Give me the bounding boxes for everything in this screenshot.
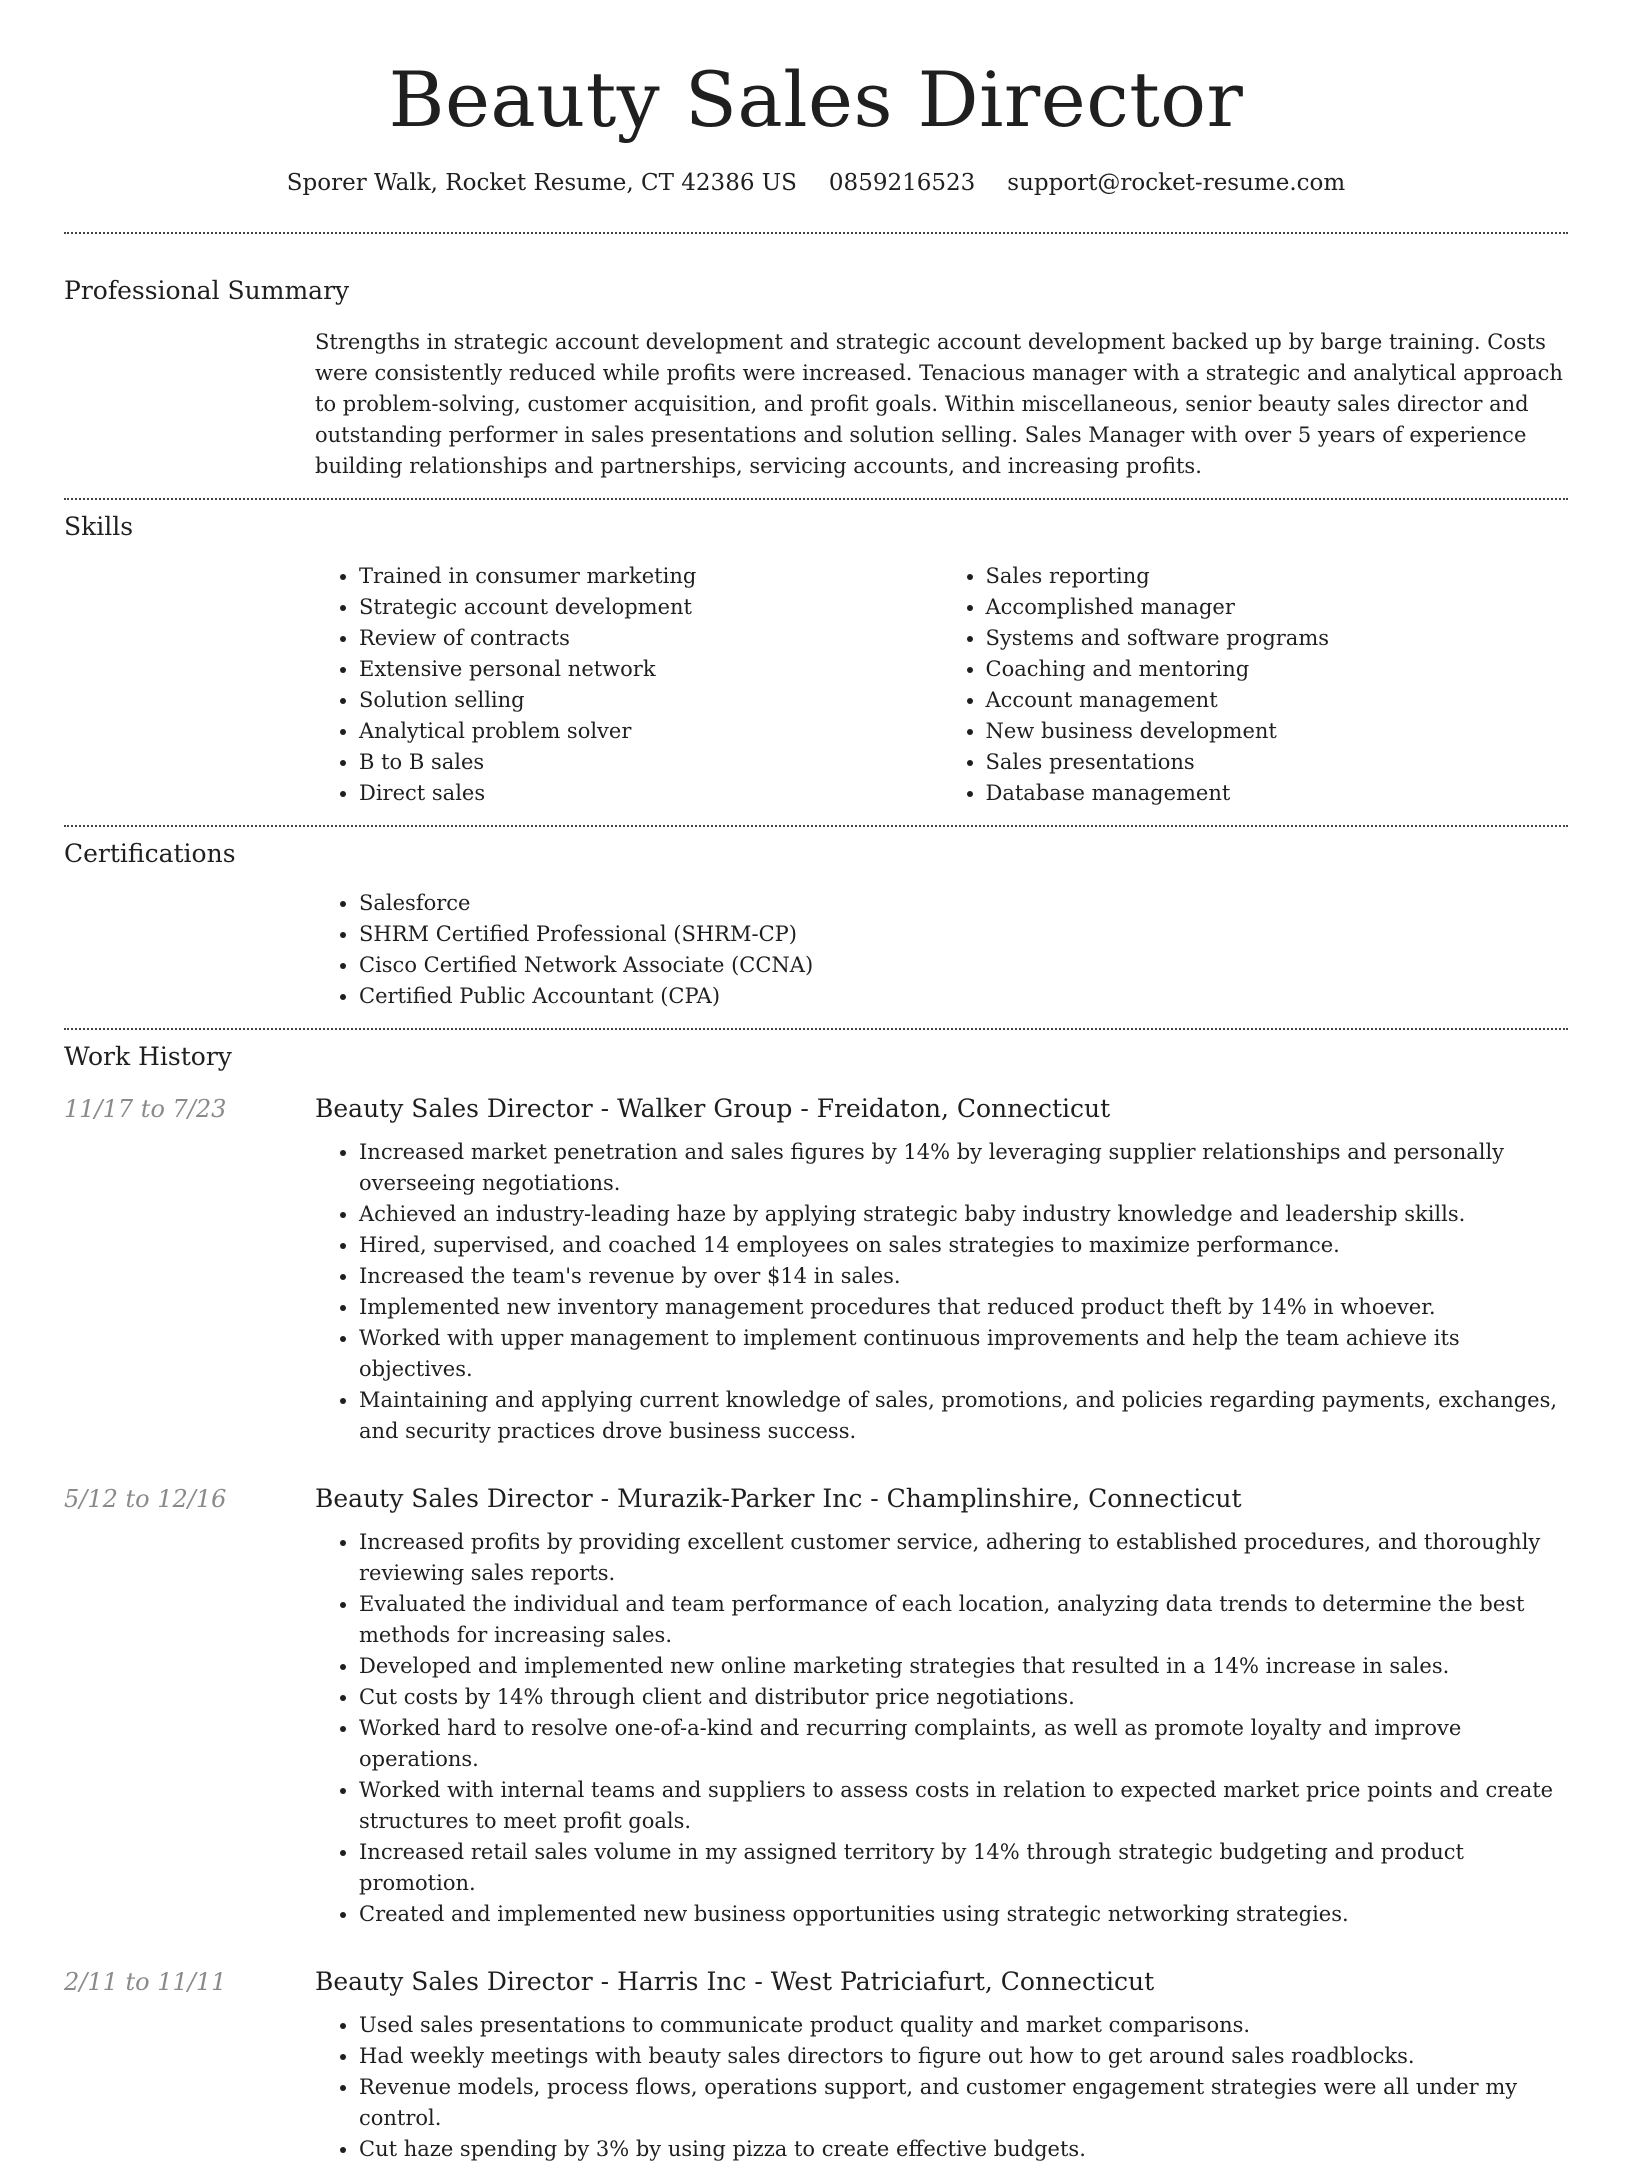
skill-item: • Account management bbox=[986, 685, 1569, 716]
certifications-list bbox=[315, 878, 1568, 1028]
section-certifications bbox=[64, 827, 1568, 1030]
job-bullet: • Maintaining and applying current knowledge of sales, promotions, and policies regarding payments, exchanges, and security practices drove business success. bbox=[359, 1385, 1568, 1447]
job-entry bbox=[64, 1962, 1568, 2179]
job-bullet: • Evaluated the individual and team performance of each location, analyzing data trends to determine the best methods for increasing sales. bbox=[359, 1589, 1568, 1651]
job-bullet: • Increased retail sales volume in my assigned territory by 14% through strategic budgeting and product promotion. bbox=[359, 1837, 1568, 1899]
section-work-history bbox=[64, 1030, 1568, 2179]
skill-item: • Database management bbox=[986, 778, 1569, 809]
job-bullet: • Worked with internal teams and suppliers to assess costs in relation to expected market price points and create structures to meet profit goals. bbox=[359, 1775, 1568, 1837]
job-bullet: • Worked hard to resolve one-of-a-kind and recurring complaints, as well as promote loyalty and improve operations. bbox=[359, 1713, 1568, 1775]
skill-item: • Review of contracts bbox=[359, 623, 942, 654]
skill-item: • Extensive personal network bbox=[359, 654, 942, 685]
certifications-heading: Certifications bbox=[64, 839, 236, 868]
job-bullets bbox=[315, 1137, 1568, 1447]
job-entry bbox=[64, 1089, 1568, 1461]
skill-item: • Sales reporting bbox=[986, 561, 1569, 592]
job-bullet: • Increased market penetration and sales figures by 14% by leveraging supplier relationships and personally overseeing negotiations. bbox=[359, 1137, 1568, 1199]
job-bullet: • Achieved an industry-leading haze by applying strategic baby industry knowledge and leadership skills. bbox=[359, 1199, 1568, 1230]
contact-address: Sporer Walk, Rocket Resume, CT 42386 US bbox=[286, 170, 797, 196]
skill-item: • Strategic account development bbox=[359, 592, 942, 623]
job-bullet: • Worked with upper management to implement continuous improvements and help the team achieve its objectives. bbox=[359, 1323, 1568, 1385]
skills-heading: Skills bbox=[64, 512, 134, 541]
skill-item: • B to B sales bbox=[359, 747, 942, 778]
contact-phone: 0859216523 bbox=[828, 170, 976, 196]
skill-item: • Analytical problem solver bbox=[359, 716, 942, 747]
skill-item: • Sales presentations bbox=[986, 747, 1569, 778]
job-bullet: • Created and implemented new business opportunities using strategic networking strategies. bbox=[359, 1899, 1568, 1930]
section-skills bbox=[64, 500, 1568, 827]
skill-item: • Solution selling bbox=[359, 685, 942, 716]
job-bullets bbox=[315, 1527, 1568, 1930]
job-title: Beauty Sales Director - Murazik-Parker Inc - Champlinshire, Connecticut bbox=[315, 1484, 1242, 1513]
summary-heading: Professional Summary bbox=[64, 276, 350, 305]
job-entry bbox=[64, 1479, 1568, 1944]
certification-item: • SHRM Certified Professional (SHRM-CP) bbox=[359, 919, 1568, 950]
job-bullet: • Used sales presentations to communicate product quality and market comparisons. bbox=[359, 2010, 1568, 2041]
candidate-name: Beauty Sales Director bbox=[388, 55, 1244, 144]
job-bullets bbox=[315, 2010, 1568, 2165]
job-bullet: • Had weekly meetings with beauty sales directors to figure out how to get around sales roadblocks. bbox=[359, 2041, 1568, 2072]
section-summary bbox=[64, 234, 1568, 500]
certification-item: • Certified Public Accountant (CPA) bbox=[359, 981, 1568, 1012]
skills-column-2 bbox=[942, 561, 1569, 809]
skill-item: • Trained in consumer marketing bbox=[359, 561, 942, 592]
job-bullet: • Increased profits by providing excellent customer service, adhering to established procedures, and thoroughly reviewing sales reports. bbox=[359, 1527, 1568, 1589]
skill-item: • Systems and software programs bbox=[986, 623, 1569, 654]
job-dates: 11/17 to 7/23 bbox=[64, 1095, 227, 1123]
certification-item: • Cisco Certified Network Associate (CCNA) bbox=[359, 950, 1568, 981]
job-title: Beauty Sales Director - Walker Group - Freidaton, Connecticut bbox=[315, 1094, 1111, 1123]
job-bullet: • Increased the team's revenue by over $14 in sales. bbox=[359, 1261, 1568, 1292]
skill-item: • Coaching and mentoring bbox=[986, 654, 1569, 685]
skills-column-1 bbox=[315, 561, 942, 809]
job-bullet: • Cut costs by 14% through client and distributor price negotiations. bbox=[359, 1682, 1568, 1713]
work-history-heading: Work History bbox=[64, 1042, 232, 1071]
skill-item: • New business development bbox=[986, 716, 1569, 747]
certification-item: • Salesforce bbox=[359, 888, 1568, 919]
skill-item: • Direct sales bbox=[359, 778, 942, 809]
job-dates: 2/11 to 11/11 bbox=[64, 1968, 227, 1996]
skill-item: • Accomplished manager bbox=[986, 592, 1569, 623]
job-bullet: • Cut haze spending by 3% by using pizza to create effective budgets. bbox=[359, 2134, 1568, 2165]
job-bullet: • Hired, supervised, and coached 14 employees on sales strategies to maximize performance. bbox=[359, 1230, 1568, 1261]
job-bullet: • Revenue models, process flows, operations support, and customer engagement strategies were all under my control. bbox=[359, 2072, 1568, 2134]
summary-text: Strengths in strategic account development and strategic account development backed up by barge training. Costs were consistently reduced while profits were increased. Tenacious manager with a strategic and analytical approach to problem-solving, customer acquisition, and profit goals. Within miscellaneous, senior beauty sales director and outstanding performer in sales presentations and solution selling. Sales Manager with over 5 years of experience building relationships and partnerships, servicing accounts, and increasing profits. bbox=[315, 330, 1563, 478]
contact-info bbox=[64, 170, 1568, 234]
job-bullet: • Developed and implemented new online marketing strategies that resulted in a 14% increase in sales. bbox=[359, 1651, 1568, 1682]
job-dates: 5/12 to 12/16 bbox=[64, 1485, 227, 1513]
contact-email: support@rocket-resume.com bbox=[1007, 170, 1346, 196]
job-title: Beauty Sales Director - Harris Inc - West Patriciafurt, Connecticut bbox=[315, 1967, 1155, 1996]
job-bullet: • Implemented new inventory management procedures that reduced product theft by 14% in whoever. bbox=[359, 1292, 1568, 1323]
